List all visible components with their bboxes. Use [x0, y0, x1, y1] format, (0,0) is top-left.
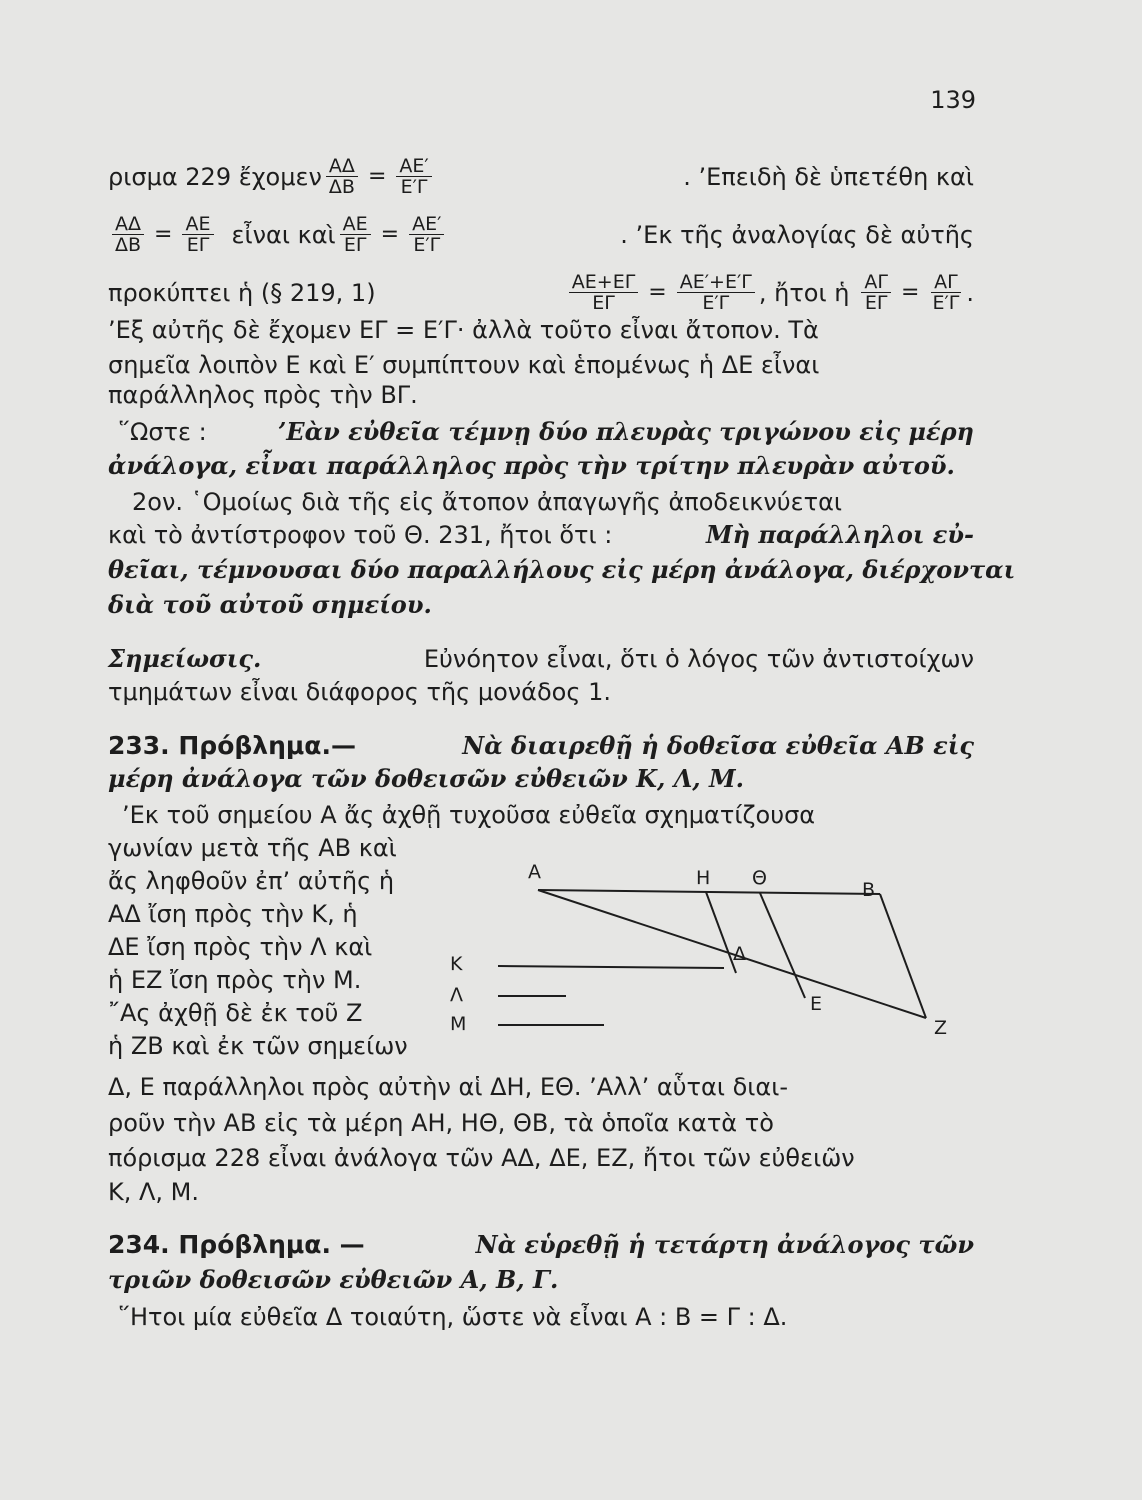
problem-statement: Νὰ εὑρεθῇ ἡ τετάρτη ἀνάλογος τῶν [475, 1230, 974, 1259]
fraction [409, 214, 444, 255]
text-line-4: ’Εξ αὐτῆς δὲ ἔχομεν ΕΓ = Ε′Γ· ἀλλὰ τοῦτο εἶναι ἄτοπον. Τὰ [108, 316, 819, 344]
segment-ab [538, 890, 880, 894]
text-line-25: Δ, Ε παράλληλοι πρὸς αὐτὴν αἱ ΔΗ, ΕΘ. ’Αλλ’ αὗται διαι- [108, 1073, 788, 1101]
text-line-30: τριῶν δοθεισῶν εὐθειῶν Α, Β, Γ. [108, 1265, 559, 1294]
text-fragment: προκύπτει ἡ (§ 219, 1) [108, 278, 376, 307]
equals-sign: = [154, 221, 173, 247]
numerator: ΑΕ′ [409, 214, 444, 235]
fraction [112, 214, 144, 255]
formula-1 [108, 156, 436, 197]
denominator: ΕΓ [186, 234, 210, 256]
text-line-15 [108, 731, 974, 761]
text-line-18: γωνίαν μετὰ τῆς ΑΒ καὶ [108, 834, 397, 862]
fraction [929, 272, 962, 313]
equals-sign: = [367, 163, 387, 189]
text-line-3 [108, 272, 974, 313]
denominator: ΕΓ [864, 292, 888, 314]
equals-sign: = [901, 279, 920, 305]
text-fragment: . ’Επειδὴ δὲ ὑπετέθη καὶ [683, 162, 974, 191]
note-heading: Σημείωσις. [108, 644, 262, 673]
text-line-13 [108, 644, 974, 674]
label-b: Β [862, 879, 876, 901]
numerator: ΑΕ′+Ε′Γ [677, 272, 755, 293]
label-z: Ζ [934, 1017, 948, 1039]
text-line-7 [118, 417, 974, 447]
label-k: Κ [450, 953, 463, 975]
segment-k [498, 966, 724, 968]
label-m: Μ [450, 1013, 467, 1035]
label-e: Ε [810, 993, 823, 1015]
numerator: ΑΕ [182, 214, 213, 235]
text-line-12: διὰ τοῦ αὐτοῦ σημείου. [108, 590, 432, 619]
theorem-statement: Μὴ παράλληλοι εὐ- [706, 520, 974, 549]
formula-3 [565, 272, 974, 313]
fraction [861, 272, 891, 313]
problem-statement: Νὰ διαιρεθῇ ἡ δοθεῖσα εὐθεῖα ΑΒ εἰς [462, 731, 974, 760]
text-line-22: ἡ ΕΖ ἴση πρὸς τὴν Μ. [108, 966, 362, 994]
text-line-11: θεῖαι, τέμνουσαι δύο παραλλήλους εἰς μέρη ἀνάλογα, διέρχονται [108, 555, 1016, 584]
text-fragment: εἶναι καὶ [231, 220, 336, 249]
text-line-6: παράλληλος πρὸς τὴν ΒΓ. [108, 381, 418, 409]
text-fragment: καὶ τὸ ἀντίστροφον τοῦ Θ. 231, ἤτοι ὅτι : [108, 521, 613, 549]
label-h: Η [696, 867, 711, 889]
label-d: Δ [733, 943, 746, 965]
text-line-19: ἄς ληφθοῦν ἐπ’ αὐτῆς ἡ [108, 867, 395, 895]
label-th: Θ [752, 867, 767, 889]
text-fragment: , ἤτοι ἡ [758, 278, 850, 307]
text-fragment: . [966, 278, 974, 307]
text-line-14: τμημάτων εἶναι διάφορος τῆς μονάδος 1. [108, 678, 611, 706]
label-l: Λ [450, 984, 463, 1006]
text-line-21: ΔΕ ἴση πρὸς τὴν Λ καὶ [108, 933, 373, 961]
denominator: ΕΓ [592, 292, 615, 314]
text-fragment: . ’Εκ τῆς ἀναλογίας δὲ αὐτῆς [620, 220, 974, 249]
equals-sign: = [380, 221, 400, 247]
geometry-diagram [430, 858, 970, 1058]
numerator: ΑΔ [326, 156, 358, 177]
segment-bz [880, 894, 926, 1018]
label-a: Α [528, 861, 541, 883]
denominator: Ε′Γ [702, 292, 730, 314]
text-line-9: 2ον. ῾Ομοίως διὰ τῆς εἰς ἄτοπον ἀπαγωγῆς ἀποδεικνύεται [132, 488, 843, 516]
segment-az [538, 890, 926, 1018]
text-fragment: ῞Ωστε : [118, 418, 207, 446]
denominator: ΔΒ [328, 176, 355, 198]
numerator: ΑΓ [861, 272, 891, 293]
text-line-20: ΑΔ ἴση πρὸς τὴν Κ, ἡ [108, 900, 358, 928]
text-line-31: ῞Ητοι μία εὐθεῖα Δ τοιαύτη, ὥστε νὰ εἶναι Α : Β = Γ : Δ. [118, 1303, 788, 1331]
text-line-17: ’Εκ τοῦ σημείου Α ἄς ἀχθῇ τυχοῦσα εὐθεῖα σχηματίζουσα [122, 801, 816, 829]
text-line-1 [108, 156, 974, 197]
text-line-23: ῎Ας ἀχθῇ δὲ ἐκ τοῦ Ζ [108, 999, 363, 1027]
text-line-29 [108, 1230, 974, 1260]
text-line-27: πόρισμα 228 εἶναι ἀνάλογα τῶν ΑΔ, ΔΕ, ΕΖ, ἤτοι τῶν εὐθειῶν [108, 1144, 855, 1172]
problem-heading: 233. Πρόβλημα.— [108, 731, 356, 760]
text-line-16: μέρη ἀνάλογα τῶν δοθεισῶν εὐθειῶν Κ, Λ, Μ. [108, 764, 744, 793]
numerator: ΑΕ′ [396, 156, 431, 177]
denominator: Ε′Γ [413, 234, 441, 256]
fraction [677, 272, 755, 313]
fraction [396, 156, 431, 197]
equals-sign: = [648, 279, 667, 305]
formula-2 [108, 214, 448, 255]
denominator: Ε′Γ [932, 292, 960, 314]
text-line-2 [108, 214, 974, 255]
theorem-statement: ’Εὰν εὐθεῖα τέμνῃ δύο πλευρὰς τριγώνου εἰς μέρη [277, 417, 974, 446]
numerator: ΑΔ [112, 214, 144, 235]
segment-dh [706, 892, 736, 973]
text-line-10 [108, 520, 974, 550]
denominator: ΕΓ [343, 234, 367, 256]
text-fragment: Εὐνόητον εἶναι, ὅτι ὁ λόγος τῶν ἀντιστοίχων [423, 645, 974, 673]
text-line-26: ροῦν τὴν ΑΒ εἰς τὰ μέρη ΑΗ, ΗΘ, ΘΒ, τὰ ὁποῖα κατὰ τὸ [108, 1109, 774, 1137]
text-line-5: σημεῖα λοιπὸν Ε καὶ Ε′ συμπίπτουν καὶ ἑπομένως ἡ ΔΕ εἶναι [108, 351, 820, 379]
text-line-8: ἀνάλογα, εἶναι παράλληλος πρὸς τὴν τρίτην πλευρὰν αὐτοῦ. [108, 451, 955, 480]
fraction [182, 214, 213, 255]
numerator: ΑΕ+ΕΓ [569, 272, 639, 293]
fraction [326, 156, 358, 197]
fraction [569, 272, 639, 313]
denominator: Ε′Γ [400, 176, 428, 198]
segment-eth [760, 893, 805, 998]
page-number: 139 [930, 86, 976, 114]
problem-heading: 234. Πρόβλημα. — [108, 1230, 365, 1259]
fraction [340, 214, 371, 255]
text-fragment: ρισμα 229 ἔχομεν [108, 162, 322, 191]
denominator: ΔΒ [115, 234, 142, 256]
numerator: ΑΓ [931, 272, 961, 293]
text-line-24: ἡ ΖΒ καὶ ἐκ τῶν σημείων [108, 1032, 408, 1060]
text-line-28: Κ, Λ, Μ. [108, 1178, 200, 1206]
numerator: ΑΕ [340, 214, 371, 235]
